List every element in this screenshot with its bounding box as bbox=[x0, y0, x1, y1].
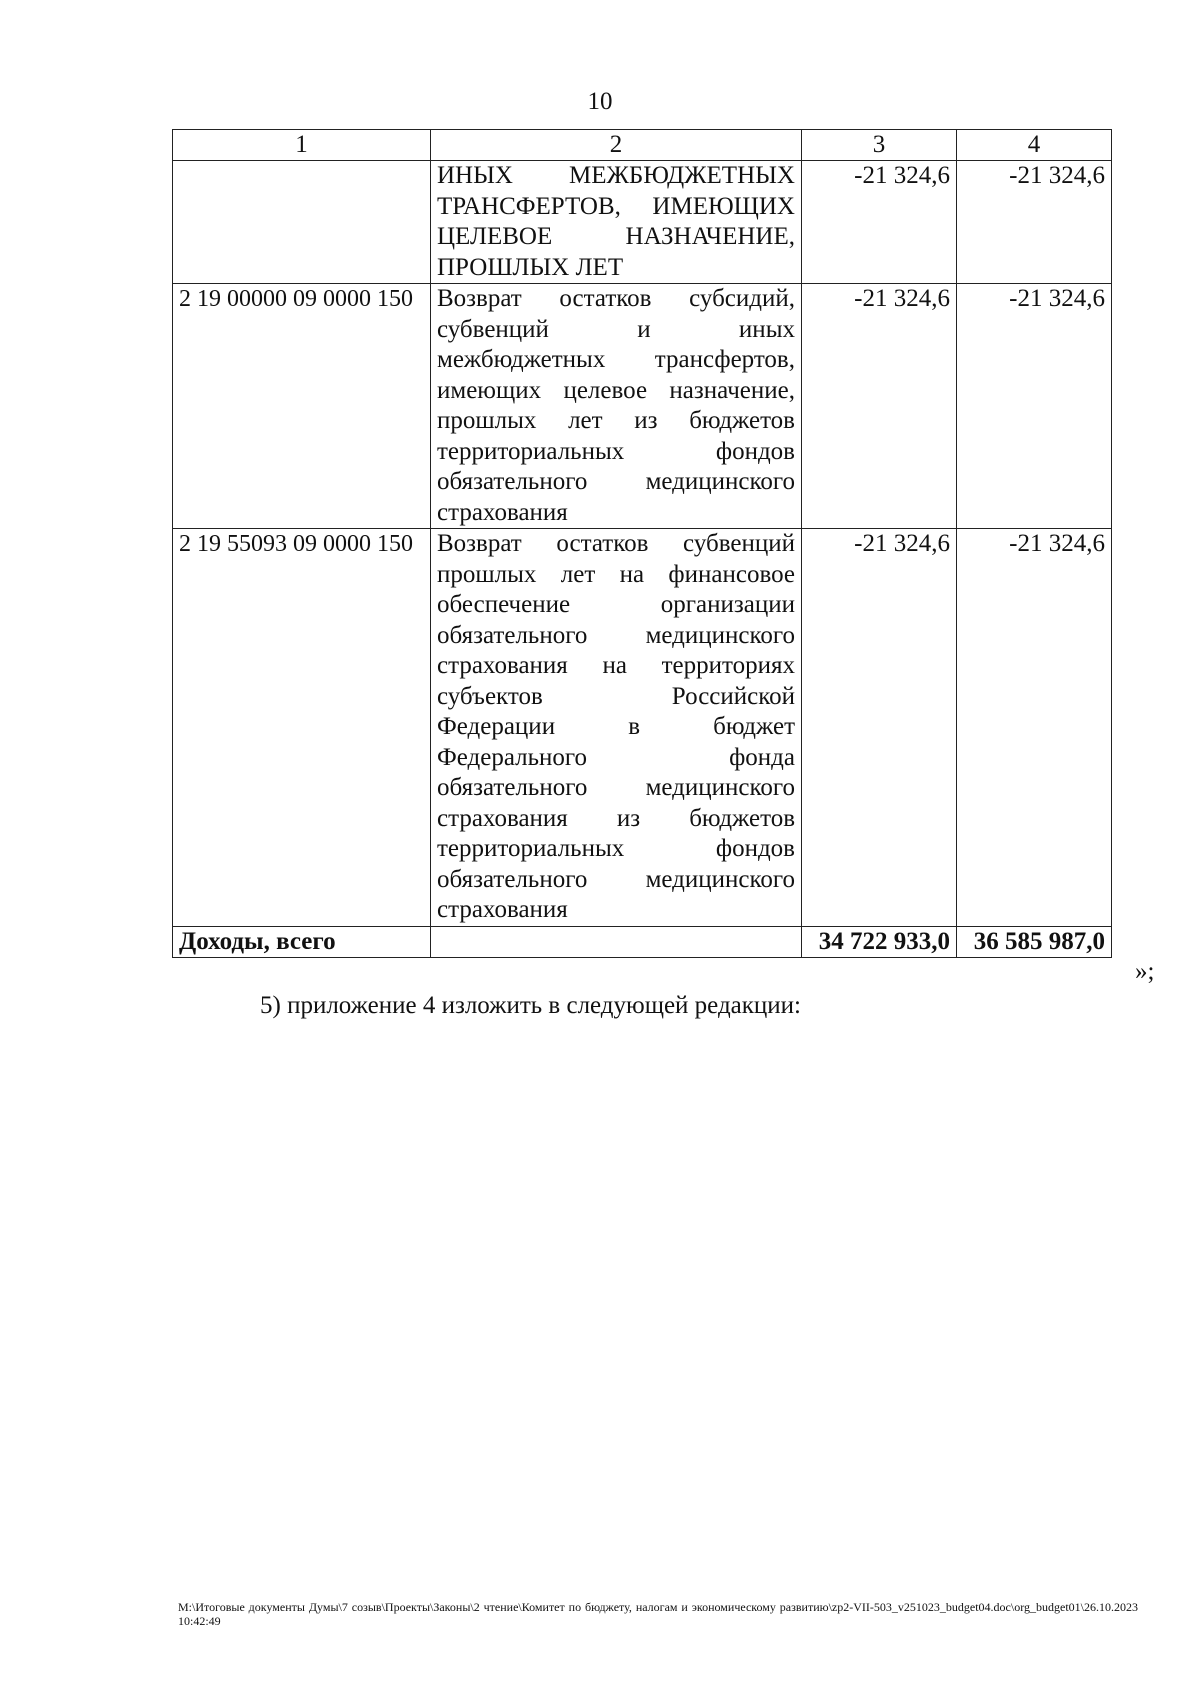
total-empty-cell bbox=[431, 926, 802, 957]
header-col-1: 1 bbox=[173, 130, 431, 161]
revenue-table bbox=[172, 129, 1112, 958]
total-amount-col4: 36 585 987,0 bbox=[957, 926, 1112, 957]
row-code bbox=[173, 161, 431, 284]
header-col-3: 3 bbox=[802, 130, 957, 161]
total-label: Доходы, всего bbox=[173, 926, 431, 957]
amendment-paragraph: 5) приложение 4 изложить в следующей редакции: bbox=[260, 992, 801, 1019]
row-description: ИНЫХ МЕЖБЮДЖЕТНЫХ ТРАНСФЕРТОВ, ИМЕЮЩИХ ЦЕЛЕВОЕ НАЗНАЧЕНИЕ, ПРОШЛЫХ ЛЕТ bbox=[431, 161, 802, 284]
table-row bbox=[173, 529, 1112, 927]
table-row bbox=[173, 284, 1112, 529]
row-amount-col4: -21 324,6 bbox=[957, 284, 1112, 529]
file-path-footer: M:\Итоговые документы Думы\7 созыв\Проекты\Законы\2 чтение\Комитет по бюджету, налогам и экономическому развитию\zp2-VII-503_v251023_budget04.doc\org_budget01\26.10.2023 10:42:49 bbox=[178, 1600, 1138, 1628]
row-code: 2 19 00000 09 0000 150 bbox=[173, 284, 431, 529]
row-amount-col3: -21 324,6 bbox=[802, 284, 957, 529]
page-number: 10 bbox=[587, 88, 613, 115]
row-amount-col4: -21 324,6 bbox=[957, 161, 1112, 284]
table-header-row bbox=[173, 130, 1112, 161]
header-col-2: 2 bbox=[431, 130, 802, 161]
row-amount-col4: -21 324,6 bbox=[957, 529, 1112, 927]
row-code: 2 19 55093 09 0000 150 bbox=[173, 529, 431, 927]
table-row bbox=[173, 161, 1112, 284]
total-row bbox=[173, 926, 1112, 957]
row-description: Возврат остатков субсидий, субвенций и иных межбюджетных трансфертов, имеющих целевое назначение, прошлых лет из бюджетов территориальных фондов обязательного медицинского страхования bbox=[431, 284, 802, 529]
row-amount-col3: -21 324,6 bbox=[802, 161, 957, 284]
closing-quote-mark: »; bbox=[1135, 958, 1155, 985]
total-amount-col3: 34 722 933,0 bbox=[802, 926, 957, 957]
header-col-4: 4 bbox=[957, 130, 1112, 161]
row-description: Возврат остатков субвенций прошлых лет на финансовое обеспечение организации обязательного медицинского страхования на территориях субъектов Российской Федерации в бюджет Федерального фонда обязательного медицинского страхования из бюджетов территориальных фондов обязательного медицинского страхования bbox=[431, 529, 802, 927]
row-amount-col3: -21 324,6 bbox=[802, 529, 957, 927]
